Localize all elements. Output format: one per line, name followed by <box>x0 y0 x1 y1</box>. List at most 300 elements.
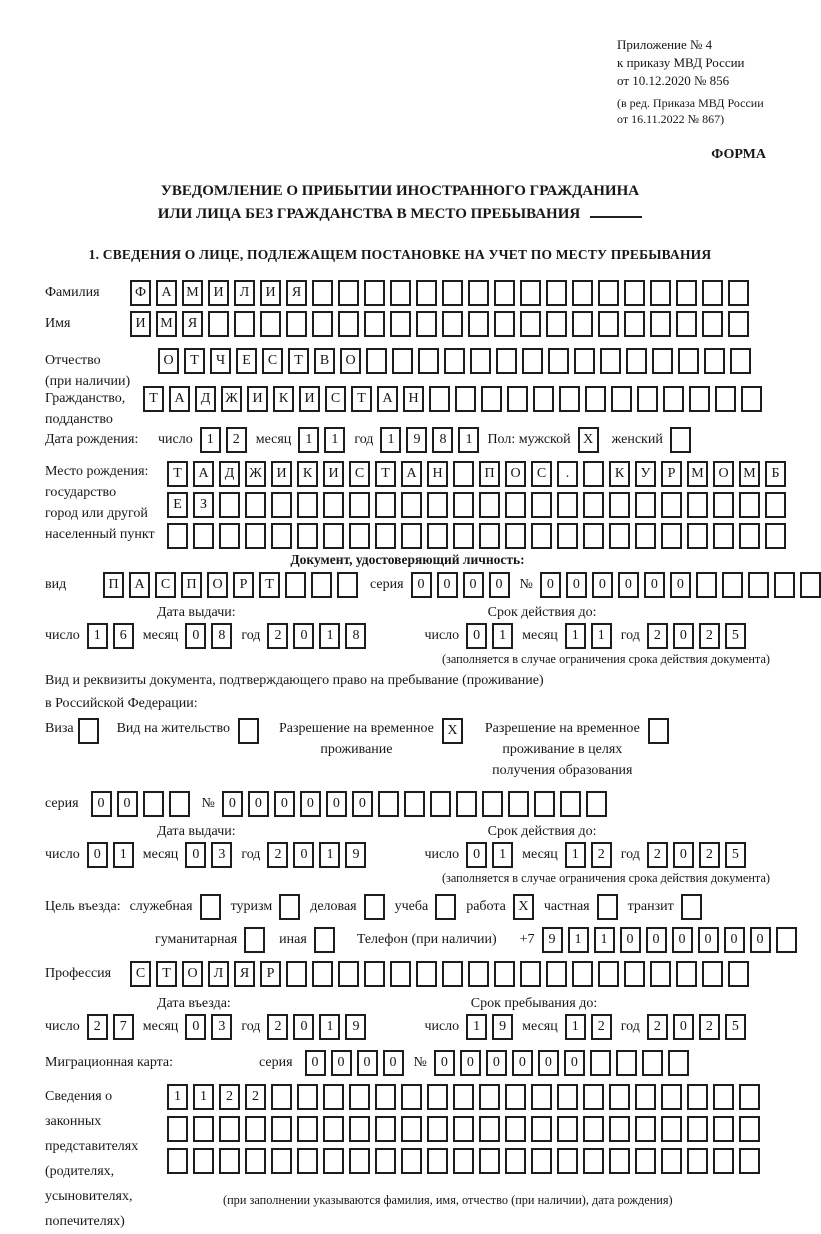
box-cell[interactable] <box>728 280 749 306</box>
box-cell[interactable] <box>648 718 669 744</box>
residence-expiry-day-boxes[interactable] <box>466 842 513 868</box>
box-cell[interactable] <box>479 492 500 518</box>
box-cell[interactable]: 1 <box>565 842 586 868</box>
box-cell[interactable] <box>479 523 500 549</box>
box-cell[interactable]: Т <box>375 461 396 487</box>
purpose-official-checkbox[interactable] <box>200 894 221 920</box>
box-cell[interactable] <box>505 523 526 549</box>
box-cell[interactable] <box>286 961 307 987</box>
box-cell[interactable] <box>494 280 515 306</box>
box-cell[interactable]: 1 <box>113 842 134 868</box>
box-cell[interactable] <box>739 492 760 518</box>
box-cell[interactable] <box>442 961 463 987</box>
box-cell[interactable]: 9 <box>542 927 563 953</box>
box-cell[interactable]: 2 <box>699 842 720 868</box>
box-cell[interactable] <box>494 961 515 987</box>
box-cell[interactable]: 2 <box>647 623 668 649</box>
box-cell[interactable]: 1 <box>380 427 401 453</box>
birth-month-boxes[interactable] <box>298 427 345 453</box>
temp-residence-checkbox[interactable] <box>442 718 463 744</box>
residence-issue-day-boxes[interactable] <box>87 842 134 868</box>
box-cell[interactable] <box>442 280 463 306</box>
box-cell[interactable] <box>323 523 344 549</box>
purpose-tourism-checkbox[interactable] <box>279 894 300 920</box>
box-cell[interactable]: 1 <box>87 623 108 649</box>
box-cell[interactable] <box>557 1116 578 1142</box>
box-cell[interactable]: С <box>325 386 346 412</box>
box-cell[interactable]: П <box>181 572 202 598</box>
box-cell[interactable] <box>676 311 697 337</box>
box-cell[interactable] <box>219 1148 240 1174</box>
box-cell[interactable] <box>572 280 593 306</box>
box-cell[interactable] <box>534 791 555 817</box>
box-cell[interactable] <box>702 961 723 987</box>
box-cell[interactable]: 0 <box>724 927 745 953</box>
box-cell[interactable] <box>390 280 411 306</box>
box-cell[interactable] <box>609 1148 630 1174</box>
box-cell[interactable]: О <box>713 461 734 487</box>
box-cell[interactable] <box>453 1116 474 1142</box>
box-cell[interactable]: 0 <box>248 791 269 817</box>
profession-boxes[interactable] <box>130 961 749 987</box>
box-cell[interactable]: 3 <box>211 842 232 868</box>
box-cell[interactable] <box>349 523 370 549</box>
expiry-month-boxes[interactable] <box>565 623 612 649</box>
box-cell[interactable] <box>650 311 671 337</box>
box-cell[interactable] <box>323 492 344 518</box>
box-cell[interactable] <box>312 280 333 306</box>
doc-kind-boxes[interactable] <box>103 572 358 598</box>
box-cell[interactable]: Н <box>427 461 448 487</box>
box-cell[interactable]: Т <box>259 572 280 598</box>
box-cell[interactable]: З <box>193 492 214 518</box>
box-cell[interactable] <box>583 492 604 518</box>
box-cell[interactable]: Е <box>236 348 257 374</box>
box-cell[interactable]: 9 <box>492 1014 513 1040</box>
box-cell[interactable] <box>687 1148 708 1174</box>
box-cell[interactable] <box>635 1084 656 1110</box>
box-cell[interactable]: 1 <box>167 1084 188 1110</box>
box-cell[interactable] <box>713 492 734 518</box>
box-cell[interactable] <box>297 492 318 518</box>
box-cell[interactable]: 1 <box>200 427 221 453</box>
box-cell[interactable] <box>728 311 749 337</box>
box-cell[interactable]: 0 <box>293 1014 314 1040</box>
box-cell[interactable] <box>676 280 697 306</box>
box-cell[interactable]: 1 <box>466 1014 487 1040</box>
box-cell[interactable] <box>661 492 682 518</box>
box-cell[interactable] <box>661 1084 682 1110</box>
box-cell[interactable] <box>586 791 607 817</box>
box-cell[interactable]: 0 <box>673 623 694 649</box>
box-cell[interactable]: 2 <box>267 842 288 868</box>
box-cell[interactable] <box>585 386 606 412</box>
box-cell[interactable]: И <box>247 386 268 412</box>
box-cell[interactable]: 1 <box>565 623 586 649</box>
box-cell[interactable] <box>375 1148 396 1174</box>
box-cell[interactable] <box>375 1116 396 1142</box>
box-cell[interactable]: А <box>129 572 150 598</box>
box-cell[interactable]: 7 <box>113 1014 134 1040</box>
guardians-row-2[interactable] <box>167 1116 760 1142</box>
box-cell[interactable] <box>364 280 385 306</box>
box-cell[interactable] <box>600 348 621 374</box>
box-cell[interactable]: 1 <box>594 927 615 953</box>
box-cell[interactable]: А <box>169 386 190 412</box>
purpose-business-checkbox[interactable] <box>364 894 385 920</box>
box-cell[interactable] <box>456 791 477 817</box>
doc-series-boxes[interactable] <box>411 572 510 598</box>
box-cell[interactable]: А <box>193 461 214 487</box>
box-cell[interactable] <box>143 791 164 817</box>
box-cell[interactable] <box>661 1148 682 1174</box>
box-cell[interactable] <box>624 280 645 306</box>
box-cell[interactable] <box>234 311 255 337</box>
box-cell[interactable]: Е <box>167 492 188 518</box>
box-cell[interactable] <box>531 523 552 549</box>
box-cell[interactable] <box>730 348 751 374</box>
box-cell[interactable] <box>245 492 266 518</box>
entry-year-boxes[interactable] <box>267 1014 366 1040</box>
box-cell[interactable]: П <box>479 461 500 487</box>
box-cell[interactable] <box>609 492 630 518</box>
box-cell[interactable] <box>375 492 396 518</box>
given-name-boxes[interactable] <box>130 311 749 337</box>
box-cell[interactable] <box>661 523 682 549</box>
residence-expiry-month-boxes[interactable] <box>565 842 612 868</box>
box-cell[interactable] <box>748 572 769 598</box>
box-cell[interactable]: 9 <box>345 1014 366 1040</box>
box-cell[interactable] <box>169 791 190 817</box>
box-cell[interactable]: 1 <box>568 927 589 953</box>
box-cell[interactable]: 2 <box>226 427 247 453</box>
box-cell[interactable]: 0 <box>463 572 484 598</box>
box-cell[interactable]: У <box>635 461 656 487</box>
box-cell[interactable]: 0 <box>512 1050 533 1076</box>
box-cell[interactable] <box>392 348 413 374</box>
box-cell[interactable] <box>481 386 502 412</box>
box-cell[interactable] <box>401 1148 422 1174</box>
box-cell[interactable]: 0 <box>489 572 510 598</box>
box-cell[interactable]: 0 <box>222 791 243 817</box>
box-cell[interactable]: 1 <box>298 427 319 453</box>
box-cell[interactable] <box>401 1084 422 1110</box>
box-cell[interactable] <box>548 348 569 374</box>
box-cell[interactable]: 2 <box>245 1084 266 1110</box>
box-cell[interactable] <box>349 492 370 518</box>
box-cell[interactable] <box>687 1084 708 1110</box>
box-cell[interactable]: 0 <box>300 791 321 817</box>
box-cell[interactable]: О <box>207 572 228 598</box>
box-cell[interactable]: Р <box>661 461 682 487</box>
box-cell[interactable] <box>364 894 385 920</box>
box-cell[interactable] <box>800 572 821 598</box>
box-cell[interactable] <box>681 894 702 920</box>
box-cell[interactable]: Т <box>351 386 372 412</box>
box-cell[interactable]: 1 <box>565 1014 586 1040</box>
box-cell[interactable] <box>219 523 240 549</box>
box-cell[interactable] <box>557 523 578 549</box>
box-cell[interactable] <box>404 791 425 817</box>
box-cell[interactable] <box>687 492 708 518</box>
box-cell[interactable]: 1 <box>193 1084 214 1110</box>
visa-checkbox[interactable] <box>78 718 99 744</box>
box-cell[interactable] <box>546 961 567 987</box>
box-cell[interactable]: 2 <box>699 1014 720 1040</box>
box-cell[interactable] <box>453 1148 474 1174</box>
box-cell[interactable]: Т <box>156 961 177 987</box>
box-cell[interactable] <box>416 961 437 987</box>
box-cell[interactable]: 1 <box>458 427 479 453</box>
box-cell[interactable]: 0 <box>592 572 613 598</box>
box-cell[interactable]: 0 <box>564 1050 585 1076</box>
box-cell[interactable] <box>297 1116 318 1142</box>
box-cell[interactable] <box>624 311 645 337</box>
box-cell[interactable] <box>444 348 465 374</box>
box-cell[interactable]: 0 <box>618 572 639 598</box>
box-cell[interactable]: 0 <box>486 1050 507 1076</box>
box-cell[interactable] <box>427 523 448 549</box>
box-cell[interactable] <box>167 523 188 549</box>
purpose-work-checkbox[interactable] <box>513 894 534 920</box>
residence-number-boxes[interactable] <box>222 791 607 817</box>
box-cell[interactable] <box>546 311 567 337</box>
box-cell[interactable]: 6 <box>113 623 134 649</box>
box-cell[interactable] <box>739 1148 760 1174</box>
residence-expiry-year-boxes[interactable] <box>647 842 746 868</box>
box-cell[interactable]: 0 <box>352 791 373 817</box>
entry-month-boxes[interactable] <box>185 1014 232 1040</box>
box-cell[interactable] <box>260 311 281 337</box>
box-cell[interactable] <box>557 492 578 518</box>
box-cell[interactable] <box>378 791 399 817</box>
box-cell[interactable] <box>546 280 567 306</box>
box-cell[interactable]: 0 <box>466 623 487 649</box>
box-cell[interactable]: М <box>182 280 203 306</box>
box-cell[interactable]: 0 <box>538 1050 559 1076</box>
box-cell[interactable] <box>670 427 691 453</box>
box-cell[interactable] <box>583 1116 604 1142</box>
box-cell[interactable]: Л <box>208 961 229 987</box>
box-cell[interactable] <box>312 311 333 337</box>
box-cell[interactable] <box>583 1084 604 1110</box>
box-cell[interactable]: М <box>739 461 760 487</box>
box-cell[interactable]: Т <box>288 348 309 374</box>
guardians-row-3[interactable] <box>167 1148 760 1174</box>
box-cell[interactable] <box>531 1116 552 1142</box>
box-cell[interactable]: Т <box>167 461 188 487</box>
box-cell[interactable]: 0 <box>293 842 314 868</box>
box-cell[interactable]: 1 <box>319 623 340 649</box>
box-cell[interactable] <box>609 1116 630 1142</box>
box-cell[interactable]: С <box>349 461 370 487</box>
patronymic-boxes[interactable] <box>158 348 751 374</box>
box-cell[interactable]: 0 <box>540 572 561 598</box>
box-cell[interactable] <box>722 572 743 598</box>
box-cell[interactable]: 0 <box>672 927 693 953</box>
box-cell[interactable]: 0 <box>357 1050 378 1076</box>
box-cell[interactable]: Д <box>219 461 240 487</box>
box-cell[interactable] <box>285 572 306 598</box>
residence-permit-checkbox[interactable] <box>238 718 259 744</box>
box-cell[interactable]: С <box>130 961 151 987</box>
purpose-transit-checkbox[interactable] <box>681 894 702 920</box>
box-cell[interactable] <box>739 523 760 549</box>
box-cell[interactable]: X <box>578 427 599 453</box>
box-cell[interactable] <box>715 386 736 412</box>
box-cell[interactable] <box>453 461 474 487</box>
box-cell[interactable]: М <box>156 311 177 337</box>
birth-place-row-3[interactable] <box>167 523 786 549</box>
box-cell[interactable] <box>728 961 749 987</box>
box-cell[interactable] <box>678 348 699 374</box>
box-cell[interactable] <box>687 523 708 549</box>
box-cell[interactable]: 8 <box>211 623 232 649</box>
box-cell[interactable]: С <box>155 572 176 598</box>
box-cell[interactable]: 0 <box>87 842 108 868</box>
box-cell[interactable] <box>479 1116 500 1142</box>
box-cell[interactable] <box>505 1116 526 1142</box>
box-cell[interactable] <box>337 572 358 598</box>
box-cell[interactable]: 0 <box>620 927 641 953</box>
box-cell[interactable] <box>676 961 697 987</box>
box-cell[interactable] <box>508 791 529 817</box>
box-cell[interactable]: 5 <box>725 1014 746 1040</box>
box-cell[interactable] <box>663 386 684 412</box>
box-cell[interactable] <box>609 523 630 549</box>
birth-year-boxes[interactable] <box>380 427 479 453</box>
box-cell[interactable] <box>505 1084 526 1110</box>
issue-month-boxes[interactable] <box>185 623 232 649</box>
box-cell[interactable] <box>455 386 476 412</box>
box-cell[interactable] <box>704 348 725 374</box>
box-cell[interactable] <box>713 1116 734 1142</box>
box-cell[interactable] <box>611 386 632 412</box>
box-cell[interactable] <box>418 348 439 374</box>
box-cell[interactable] <box>271 1084 292 1110</box>
box-cell[interactable] <box>739 1084 760 1110</box>
box-cell[interactable]: Р <box>260 961 281 987</box>
box-cell[interactable] <box>531 492 552 518</box>
box-cell[interactable] <box>390 311 411 337</box>
box-cell[interactable]: 9 <box>345 842 366 868</box>
box-cell[interactable]: И <box>323 461 344 487</box>
box-cell[interactable] <box>650 280 671 306</box>
box-cell[interactable] <box>312 961 333 987</box>
box-cell[interactable] <box>244 927 265 953</box>
box-cell[interactable] <box>167 1116 188 1142</box>
purpose-private-checkbox[interactable] <box>597 894 618 920</box>
box-cell[interactable] <box>427 1084 448 1110</box>
box-cell[interactable]: Н <box>403 386 424 412</box>
doc-number-boxes[interactable] <box>540 572 821 598</box>
residence-issue-year-boxes[interactable] <box>267 842 366 868</box>
box-cell[interactable] <box>200 894 221 920</box>
box-cell[interactable]: 5 <box>725 623 746 649</box>
birth-place-row-2[interactable] <box>167 492 786 518</box>
box-cell[interactable] <box>689 386 710 412</box>
box-cell[interactable]: И <box>271 461 292 487</box>
box-cell[interactable]: В <box>314 348 335 374</box>
box-cell[interactable]: И <box>299 386 320 412</box>
box-cell[interactable] <box>557 1084 578 1110</box>
box-cell[interactable] <box>741 386 762 412</box>
phone-digit-boxes[interactable] <box>542 927 797 953</box>
stay-year-boxes[interactable] <box>647 1014 746 1040</box>
sex-male-checkbox[interactable] <box>578 427 599 453</box>
box-cell[interactable] <box>635 1148 656 1174</box>
box-cell[interactable] <box>193 1116 214 1142</box>
box-cell[interactable] <box>429 386 450 412</box>
box-cell[interactable] <box>597 894 618 920</box>
box-cell[interactable] <box>533 386 554 412</box>
box-cell[interactable]: А <box>377 386 398 412</box>
box-cell[interactable] <box>774 572 795 598</box>
box-cell[interactable] <box>453 523 474 549</box>
box-cell[interactable] <box>468 961 489 987</box>
box-cell[interactable]: 0 <box>305 1050 326 1076</box>
residence-issue-month-boxes[interactable] <box>185 842 232 868</box>
box-cell[interactable] <box>702 311 723 337</box>
box-cell[interactable] <box>520 311 541 337</box>
temp-residence-edu-checkbox[interactable] <box>648 718 669 744</box>
box-cell[interactable]: 1 <box>324 427 345 453</box>
box-cell[interactable] <box>375 1084 396 1110</box>
migration-series-boxes[interactable] <box>305 1050 404 1076</box>
box-cell[interactable]: А <box>401 461 422 487</box>
box-cell[interactable] <box>364 311 385 337</box>
box-cell[interactable]: Р <box>233 572 254 598</box>
box-cell[interactable]: 0 <box>293 623 314 649</box>
box-cell[interactable]: 3 <box>211 1014 232 1040</box>
purpose-humanitarian-checkbox[interactable] <box>244 927 265 953</box>
box-cell[interactable] <box>297 1148 318 1174</box>
box-cell[interactable] <box>271 523 292 549</box>
box-cell[interactable] <box>531 1084 552 1110</box>
box-cell[interactable] <box>468 311 489 337</box>
expiry-year-boxes[interactable] <box>647 623 746 649</box>
box-cell[interactable] <box>616 1050 637 1076</box>
box-cell[interactable] <box>572 311 593 337</box>
box-cell[interactable] <box>453 1084 474 1110</box>
box-cell[interactable] <box>522 348 543 374</box>
box-cell[interactable]: 0 <box>646 927 667 953</box>
box-cell[interactable] <box>507 386 528 412</box>
box-cell[interactable]: 0 <box>460 1050 481 1076</box>
box-cell[interactable] <box>574 348 595 374</box>
box-cell[interactable] <box>279 894 300 920</box>
purpose-study-checkbox[interactable] <box>435 894 456 920</box>
box-cell[interactable] <box>323 1116 344 1142</box>
box-cell[interactable] <box>520 961 541 987</box>
box-cell[interactable] <box>401 523 422 549</box>
box-cell[interactable]: 0 <box>326 791 347 817</box>
box-cell[interactable] <box>375 523 396 549</box>
box-cell[interactable] <box>219 1116 240 1142</box>
box-cell[interactable]: С <box>262 348 283 374</box>
box-cell[interactable] <box>435 894 456 920</box>
box-cell[interactable] <box>696 572 717 598</box>
box-cell[interactable]: 0 <box>673 1014 694 1040</box>
box-cell[interactable] <box>765 523 786 549</box>
box-cell[interactable]: 0 <box>185 1014 206 1040</box>
box-cell[interactable]: 0 <box>91 791 112 817</box>
box-cell[interactable]: 1 <box>319 842 340 868</box>
box-cell[interactable] <box>416 311 437 337</box>
box-cell[interactable] <box>572 961 593 987</box>
box-cell[interactable] <box>609 1084 630 1110</box>
box-cell[interactable] <box>338 280 359 306</box>
